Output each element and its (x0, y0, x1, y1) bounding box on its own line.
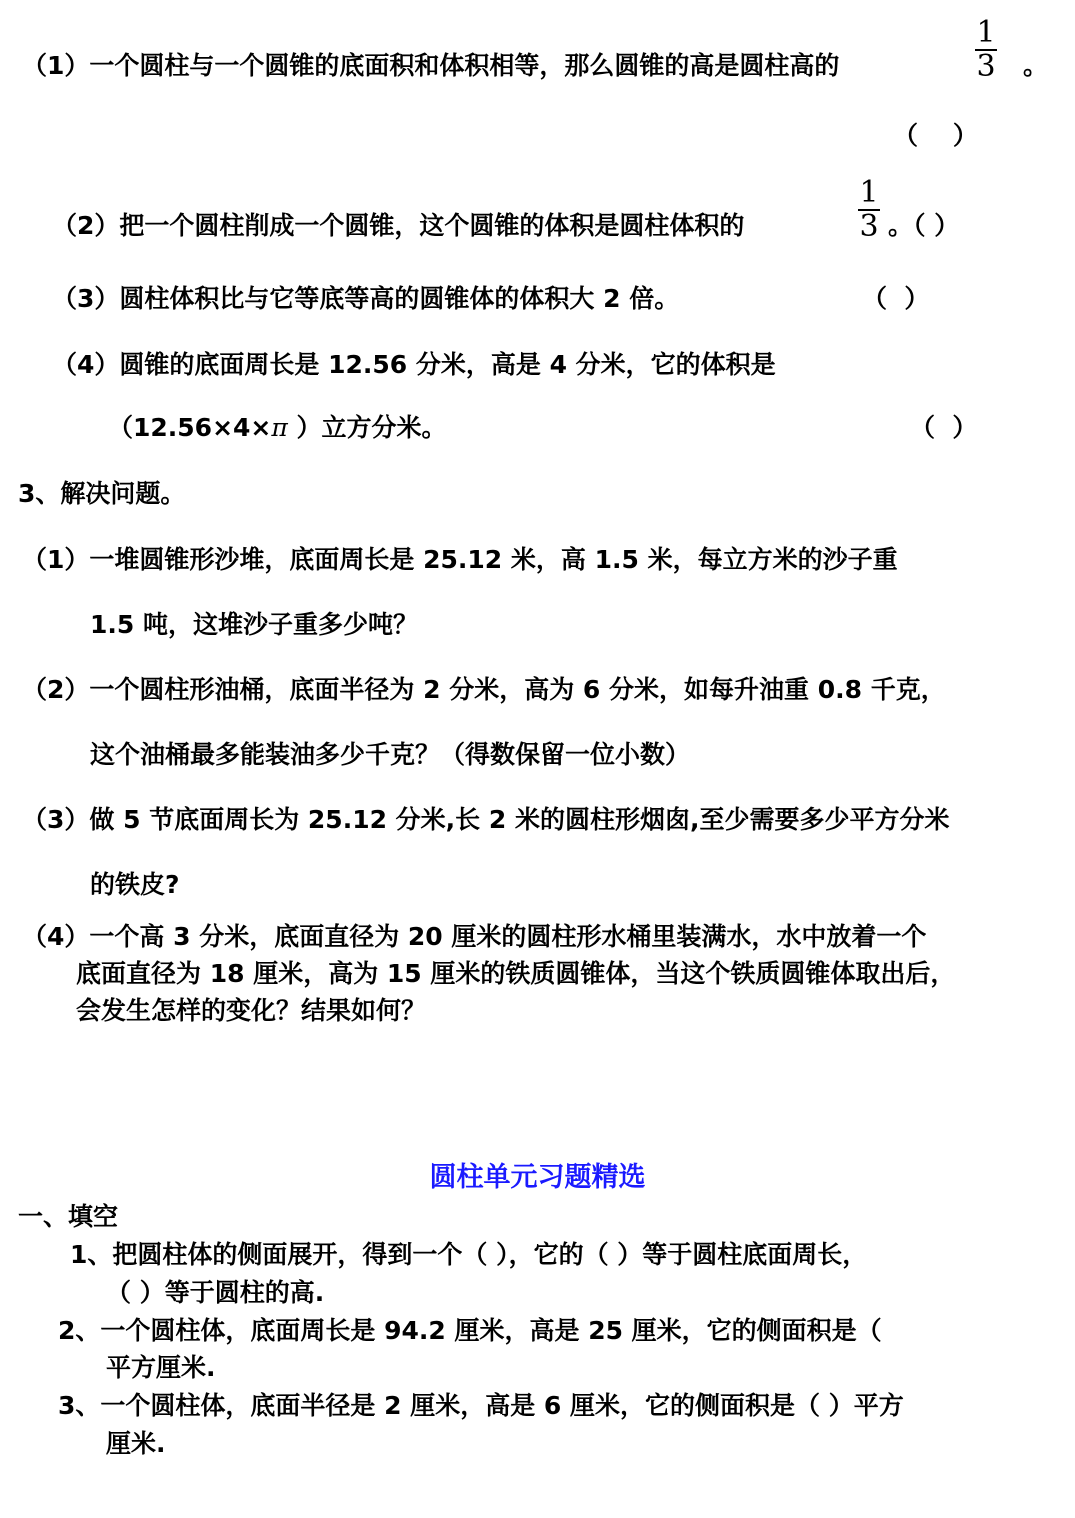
judge-q1-tail: 。 (1023, 51, 1049, 80)
judge-q2-text: （2）把一个圆柱削成一个圆锥，这个圆锥的体积是圆柱体积的 (52, 211, 745, 240)
fill-f2-line2: 平方厘米. (106, 1353, 216, 1382)
fraction-numerator: 1 (976, 15, 996, 50)
solve-p1-line1: （1）一堆圆锥形沙堆，底面周长是 25.12 米，高 1.5 米，每立方米的沙子重 (22, 545, 898, 574)
judge-q2-tail: 。（ ） (888, 211, 960, 240)
solve-p3-line2: 的铁皮? (90, 870, 180, 899)
solve-p4-line1: （4）一个高 3 分米，底面直径为 20 厘米的圆柱形水桶里装满水，水中放着一个 (22, 922, 927, 951)
judge-q3-answer-paren: （ ） (862, 284, 930, 313)
fraction-denominator: 3 (976, 49, 996, 84)
fill-f2-line1: 2、一个圆柱体，底面周长是 94.2 厘米，高是 25 厘米，它的侧面积是（ (58, 1316, 882, 1345)
judge-q1-fraction (975, 17, 997, 83)
fraction-numerator: 1 (859, 175, 879, 210)
judge-q2-fraction (858, 177, 880, 243)
pi-symbol: π (271, 413, 288, 442)
judge-q3-text: （3）圆柱体积比与它等底等高的圆锥体的体积大 2 倍。 (52, 284, 680, 313)
solve-p4-line3: 会发生怎样的变化？结果如何？ (76, 996, 427, 1025)
judge-q4-line1: （4）圆锥的底面周长是 12.56 分米，高是 4 分米，它的体积是 (52, 350, 776, 379)
fill-f3-line2: 厘米. (106, 1429, 166, 1458)
solve-p1-line2: 1.5 吨，这堆沙子重多少吨？ (90, 610, 418, 639)
section-title: 圆柱单元习题精选 (429, 1162, 646, 1193)
fill-f1-line2: （ ）等于圆柱的高. (106, 1278, 325, 1307)
solve-p2-line1: （2）一个圆柱形油桶，底面半径为 2 分米，高为 6 分米，如每升油重 0.8 千克， (22, 675, 946, 704)
judge-q4-line2-b: ）立方分米。 (287, 413, 447, 442)
solve-p3-line1: （3）做 5 节底面周长为 25.12 分米,长 2 米的圆柱形烟囱,至少需要多少平方分米 (22, 805, 950, 834)
judge-q4-answer-paren: （ ） (910, 413, 978, 442)
solve-p4-line2: 底面直径为 18 厘米，高为 15 厘米的铁质圆锥体，当这个铁质圆锥体取出后， (76, 959, 956, 988)
fill-f1-line1: 1、把圆柱体的侧面展开，得到一个（ ），它的（ ）等于圆柱底面周长， (70, 1240, 868, 1269)
solve-heading: 3、解决问题。 (18, 479, 186, 508)
fill-f3-line1: 3、一个圆柱体，底面半径是 2 厘米，高是 6 厘米，它的侧面积是（ ）平方 (58, 1391, 904, 1420)
fraction-denominator: 3 (859, 209, 879, 244)
judge-q1-text: （1）一个圆柱与一个圆锥的底面积和体积相等，那么圆锥的高是圆柱高的 (22, 51, 840, 80)
solve-p2-line2: 这个油桶最多能装油多少千克？（得数保留一位小数） (90, 740, 691, 769)
judge-q4-line2-a: （12.56×4× (108, 413, 272, 442)
judge-q4-line2 (108, 412, 447, 444)
fill-heading: 一、填空 (18, 1202, 119, 1231)
judge-q1-answer-paren: （ ） (893, 121, 978, 150)
